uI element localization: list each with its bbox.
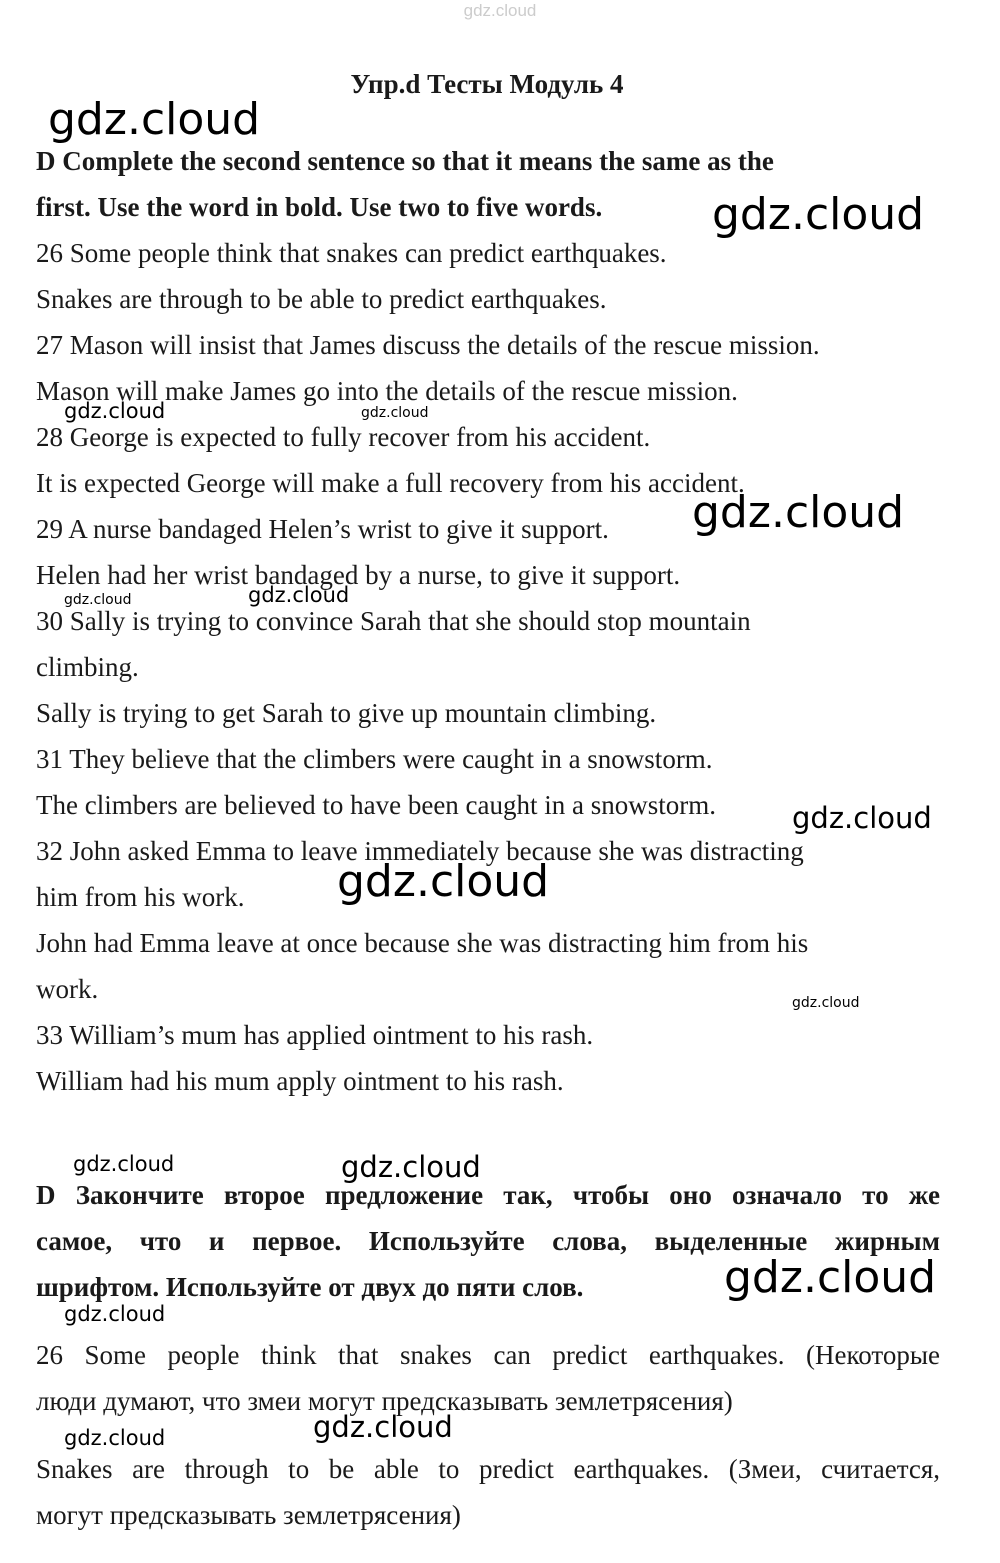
- english-task-line: first. Use the word in bold. Use two to five words.: [36, 192, 603, 222]
- watermark: gdz.cloud: [341, 1150, 481, 1184]
- russian-task-line: D Закончите второе предложение так, чтобы оно означало то же: [36, 1180, 940, 1210]
- translation-line: Snakes are through to be able to predict earthquakes. (Змеи, считается,: [36, 1454, 940, 1484]
- exercise-line: John had Emma leave at once because she was distracting him from his: [36, 928, 809, 958]
- watermark: gdz.cloud: [792, 995, 860, 1011]
- exercise-line: Mason will make James go into the details of the rescue mission.: [36, 376, 738, 406]
- exercise-line: 29 A nurse bandaged Helen’s wrist to give it support.: [36, 514, 609, 544]
- exercise-line: climbing.: [36, 652, 139, 682]
- page-title: Упр.d Тесты Модуль 4: [350, 69, 624, 99]
- english-section: [36, 138, 940, 1104]
- russian-translation: [36, 1446, 940, 1538]
- watermark: gdz.cloud: [248, 583, 350, 607]
- exercise-line: It is expected George will make a full recovery from his accident.: [36, 468, 745, 498]
- russian-task-line: самое, что и первое. Используйте слова, выделенные жирным: [36, 1226, 940, 1256]
- watermark: gdz.cloud: [64, 1302, 166, 1326]
- watermark: gdz.cloud: [692, 487, 905, 538]
- site-watermark-top: gdz.cloud: [463, 1, 537, 20]
- exercise-line: Helen had her wrist bandaged by a nurse, to give it support.: [36, 560, 681, 590]
- exercise-line: Sally is trying to get Sarah to give up mountain climbing.: [36, 698, 657, 728]
- watermark: gdz.cloud: [64, 592, 132, 608]
- watermark: gdz.cloud: [337, 856, 550, 907]
- exercise-line: 33 William’s mum has applied ointment to his rash.: [36, 1020, 594, 1050]
- watermark: gdz.cloud: [64, 1426, 166, 1450]
- exercise-line: 28 George is expected to fully recover from his accident.: [36, 422, 651, 452]
- watermark: gdz.cloud: [48, 94, 261, 145]
- exercise-line: him from his work.: [36, 882, 245, 912]
- exercise-line: 31 They believe that the climbers were caught in a snowstorm.: [36, 744, 713, 774]
- english-task-line: D Complete the second sentence so that it means the same as the: [36, 146, 774, 176]
- translation-line: 26 Some people think that snakes can predict earthquakes. (Некоторые: [36, 1340, 940, 1370]
- watermark: gdz.cloud: [724, 1252, 937, 1303]
- exercise-line: William had his mum apply ointment to his rash.: [36, 1066, 564, 1096]
- translation-line: могут предсказывать землетрясения): [36, 1500, 461, 1530]
- watermark: gdz.cloud: [64, 399, 166, 423]
- russian-task-line: шрифтом. Используйте от двух до пяти слов.: [36, 1272, 584, 1302]
- watermark: gdz.cloud: [792, 801, 932, 835]
- exercise-line: 30 Sally is trying to convince Sarah that she should stop mountain: [36, 606, 751, 636]
- exercise-line: 32 John asked Emma to leave immediately because she was distracting: [36, 836, 804, 866]
- russian-translation: [36, 1332, 940, 1424]
- watermark: gdz.cloud: [361, 405, 429, 421]
- watermark: gdz.cloud: [712, 189, 925, 240]
- exercise-line: work.: [36, 974, 99, 1004]
- watermark: gdz.cloud: [313, 1410, 453, 1444]
- exercise-line: 27 Mason will insist that James discuss the details of the rescue mission.: [36, 330, 820, 360]
- exercise-line: Snakes are through to be able to predict earthquakes.: [36, 284, 607, 314]
- exercise-line: 26 Some people think that snakes can predict earthquakes.: [36, 238, 667, 268]
- translation-line: люди думают, что змеи могут предсказывать землетрясения): [36, 1386, 733, 1416]
- watermark: gdz.cloud: [73, 1152, 175, 1176]
- exercise-line: The climbers are believed to have been caught in a snowstorm.: [36, 790, 717, 820]
